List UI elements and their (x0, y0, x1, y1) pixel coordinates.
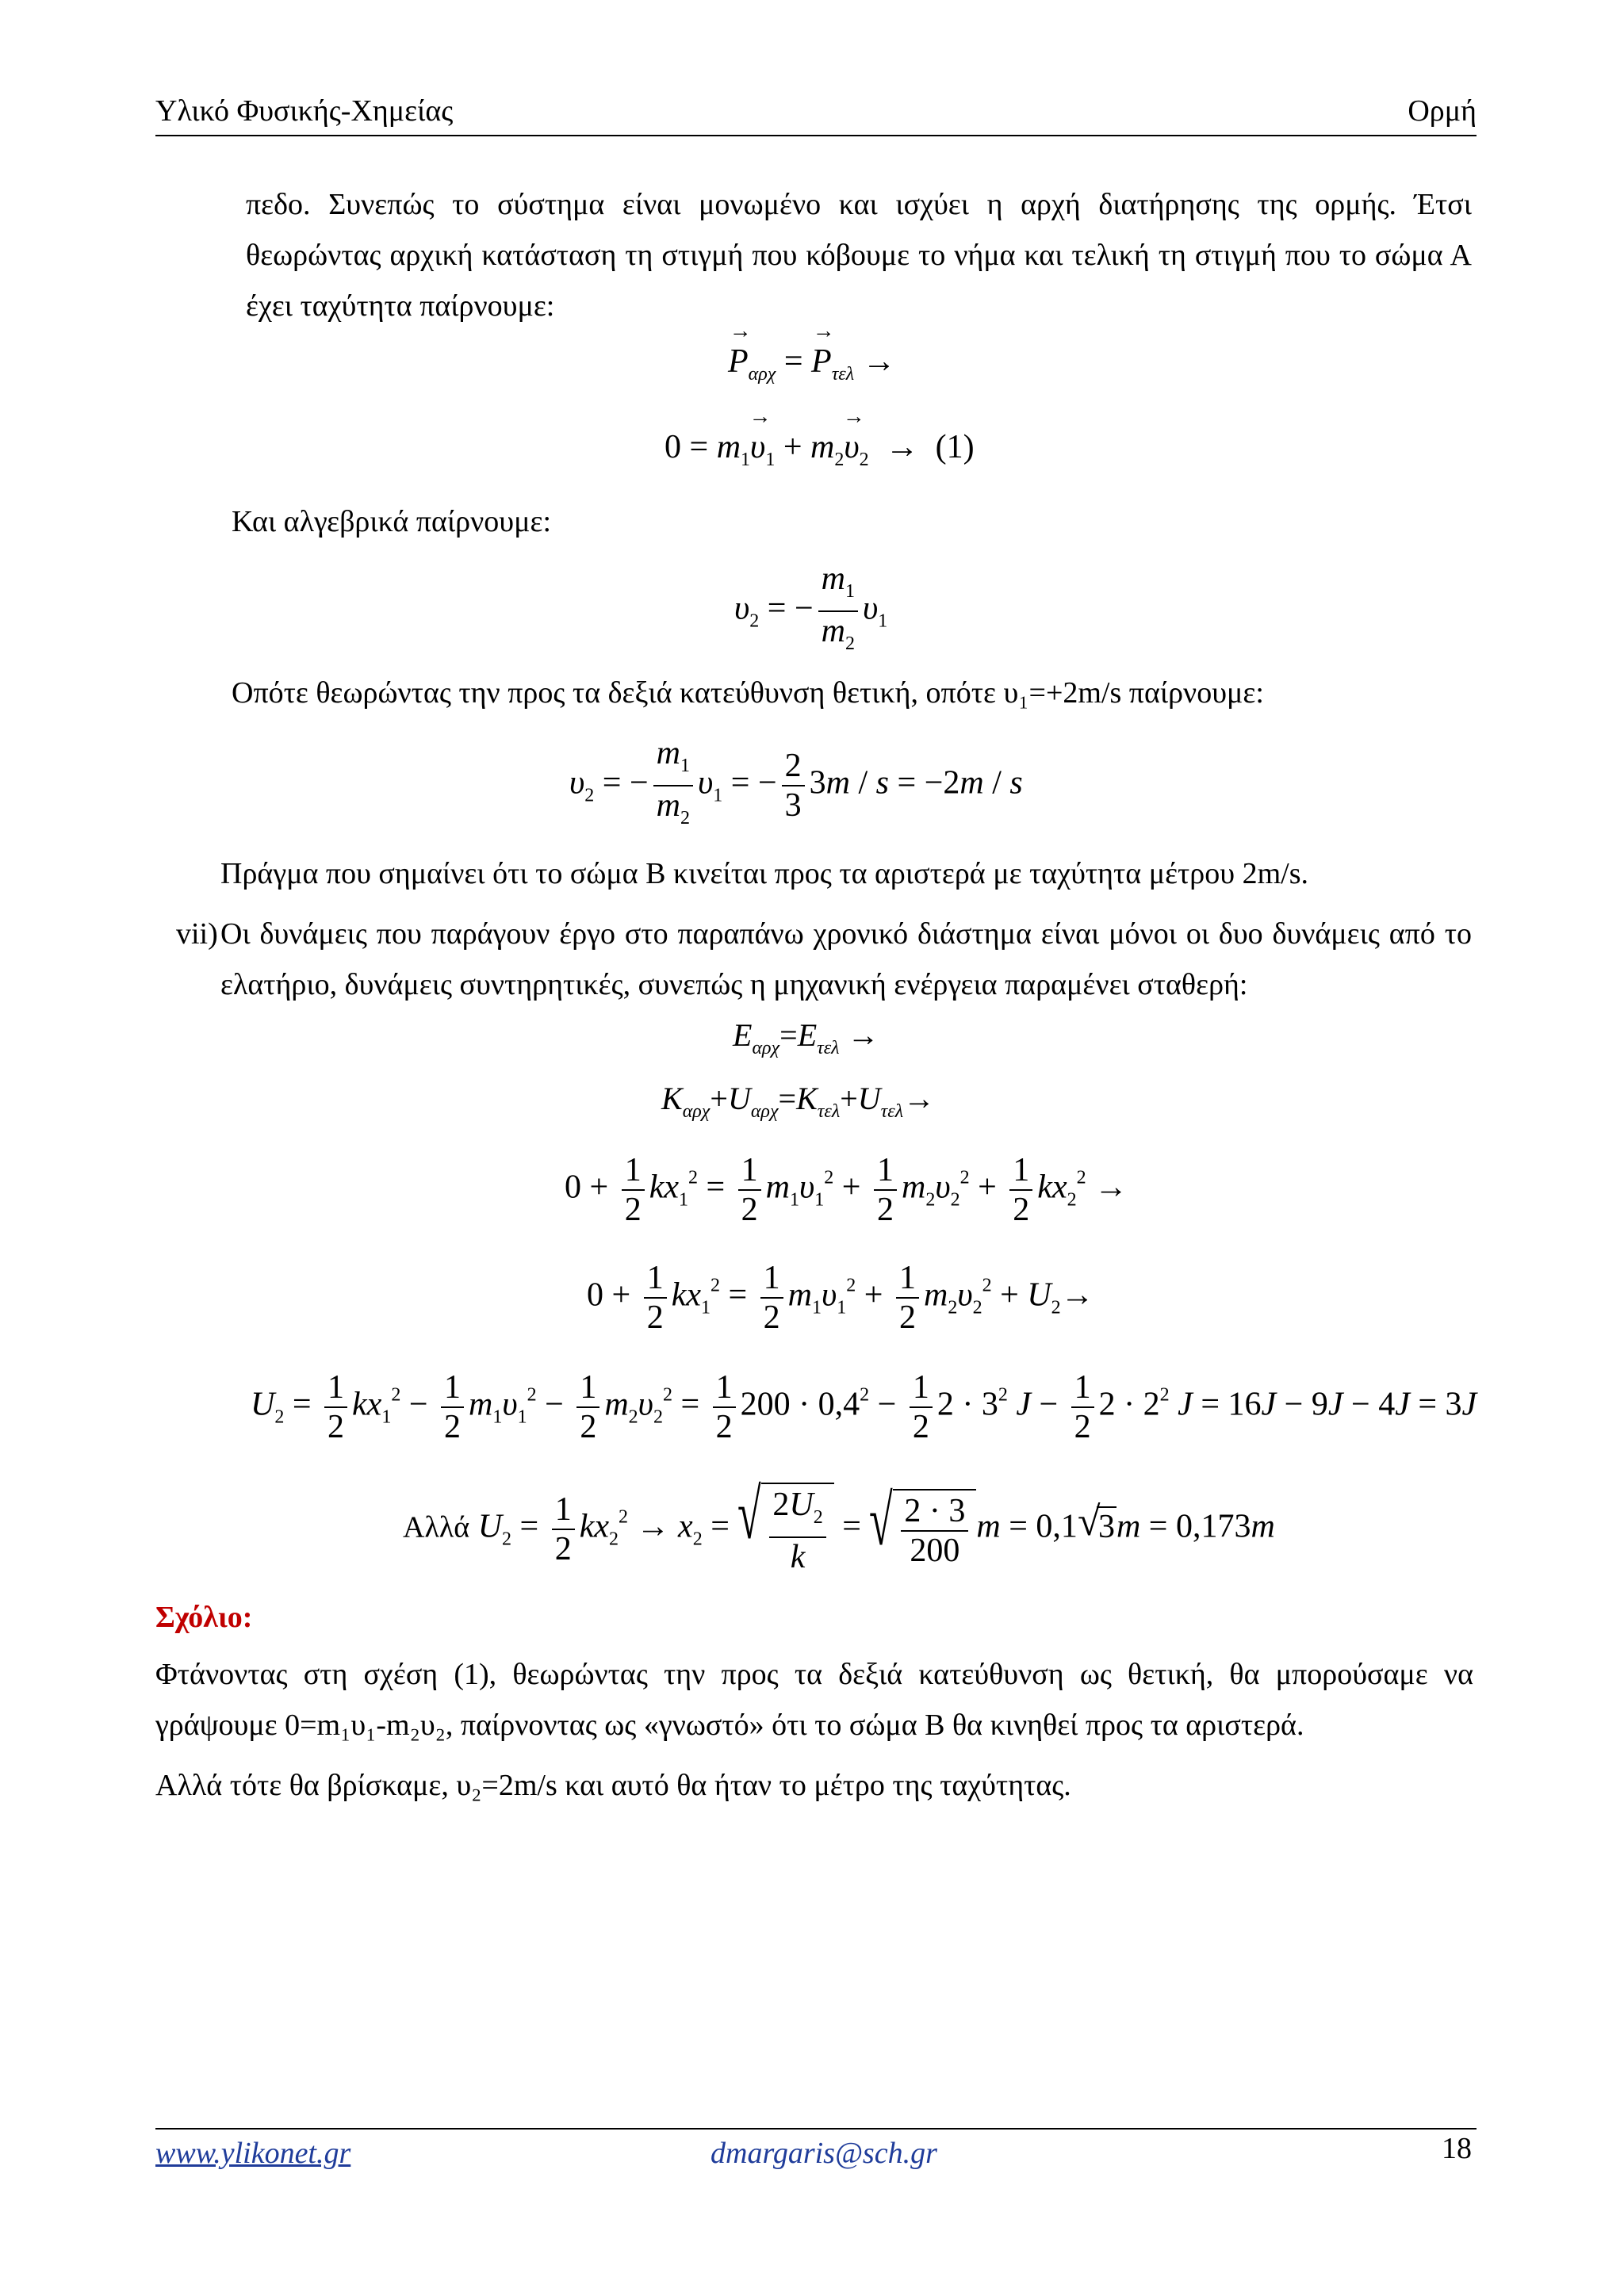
equation-momentum-vector: $P \to_{\alpha\rho\chi} = P \to_{\tau\varepsilon\lambda}$ → (728, 342, 896, 385)
equation-1: $0 = m_1\upsilon \to_1 + m_2\upsilon \to_2 \to (1)$ (665, 428, 975, 471)
footer-email: dmargaris@sch.gr (710, 2137, 937, 2170)
paragraph-4: Πράγμα που σημαίνει ότι το σώμα Β κινείται προς τα αριστερά με ταχύτητα μέτρου 2m/s. (220, 857, 1308, 890)
footer-rule (155, 2128, 1477, 2130)
equation-energy-components: $K_{\alpha\rho\chi}+U_{\alpha\rho\chi}=K_{\tau\varepsilon\lambda}+U_{\tau\varepsilon\lambda}\to$ (661, 1081, 936, 1122)
header-left: Υλικό Φυσικής-Χημείας (155, 94, 454, 128)
comment-paragraph-2: Αλλά τότε θα βρίσκαμε, υ₂=2m/s και αυτό θα ήταν το μέτρο της ταχύτητας. (155, 1769, 1071, 1802)
page-number: 18 (1442, 2132, 1472, 2165)
equation-energy-expanded: 0 + $\frac{1}{2}$ $kx_1^2$ = $\frac{1}{2}$ $m_1\upsilon_1^2$ + $\frac{1}{2}$ $m_2\upsilon_2^2$ + $\frac{1}{2}$ $kx_2^2$ → (565, 1152, 1128, 1228)
comment-title: Σχόλιο: (155, 1601, 253, 1634)
equation-velocity-numeric: $\upsilon_2$ = − $\frac{m_1}{m_2}$ $\upsilon_1$ = − $\frac{2}{3}$ 3m / s = −2m / s (569, 735, 1023, 828)
list-marker-vii: vii) (176, 917, 218, 951)
equation-energy: $E_{\alpha\rho\chi}=E_{\tau\varepsilon\lambda}$ → (733, 1017, 879, 1058)
paragraph-2: Και αλγεβρικά παίρνουμε: (232, 505, 552, 538)
comment-paragraph-1: Φτάνοντας στη σχέση (1), θεωρώντας την προς τα δεξιά κατεύθυνση ως θετική, θα μπορούσαμε να γράψουμε 0=m₁υ₁-m₂υ₂, παίρνοντας ως «γνωστό» ότι το σώμα Β θα κινηθεί προς τα αριστερά. (155, 1658, 1473, 1742)
footer-site-link[interactable]: www.ylikonet.gr (155, 2137, 351, 2170)
alla-label: Αλλά (403, 1510, 470, 1544)
paragraph-3: Οπότε θεωρώντας την προς τα δεξιά κατεύθυνση θετική, οπότε υ₁=+2m/s παίρνουμε: (232, 676, 1264, 710)
equation-velocity-algebraic: $\upsilon_2$ = − $\frac{m_1}{m_2}$ $\upsilon_1$ (734, 561, 888, 654)
paragraph-1: πεδο. Συνεπώς το σύστημα είναι μονωμένο και ισχύει η αρχή διατήρησης της ορμής. Έτσι θεωρώντας αρχική κατάσταση τη στιγμή που κόβουμε το νήμα και τελική τη στιγμή που το σώμα Α έχει ταχύτητα παίρνουμε: (246, 188, 1472, 323)
equation-x2: Αλλά $U_2$ = $\frac{1}{2}$ $kx_2^2 \to x_2$ = √ $\frac{2U_2}{k}$ = √ $\frac{2 \cdot 3}{200}$ m = 0,1√ 3m = 0,173m (403, 1483, 1275, 1576)
equation-energy-u2: 0 + $\frac{1}{2}$ $kx_1^2$ = $\frac{1}{2}$ $m_1\upsilon_1^2$ + $\frac{1}{2}$ $m_2\upsilon_2^2 + U_2\to$ (587, 1260, 1094, 1336)
header-rule (155, 135, 1477, 136)
paragraph-5: Οι δυνάμεις που παράγουν έργο στο παραπάνω χρονικό διάστημα είναι μόνοι οι δυο δυνάμεις από το ελατήριο, δυνάμεις συντηρητικές, συνεπώς η μηχανική ενέργεια παραμένει σταθερή: (220, 917, 1472, 1001)
equation-u2-numeric: $U_2$ = $\frac{1}{2}$ $kx_1^2$ − $\frac{1}{2}$ $m_1\upsilon_1^2$ − $\frac{1}{2}$ $m_2\upsilon_2^2$ = $\frac{1}{2}$ $200 \cdot 0,4^2$ − $\frac{1}{2}$ $2 \cdot 3^2$ J − $\frac{1}{2}$ $2 \cdot 2^2$ J = 16J − 9J − 4J = 3J (251, 1369, 1477, 1445)
header-right: Ορμή (1408, 94, 1477, 128)
